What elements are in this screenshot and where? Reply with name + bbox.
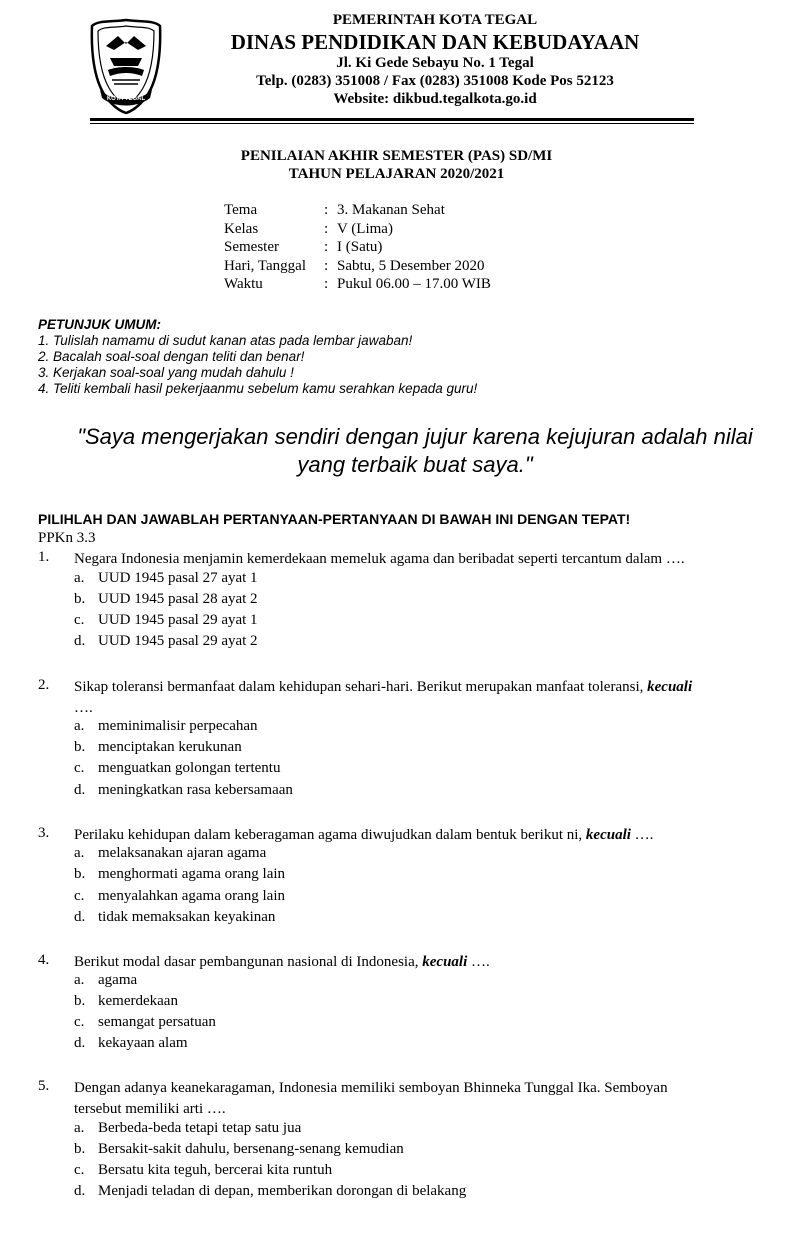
question-body: Berikut modal dasar pembangunan nasional di Indonesia, [74,954,419,970]
info-row-time [224,275,491,294]
option-text: kekayaan alam [98,1035,188,1051]
question-text [74,952,739,973]
info-row-semester [224,238,491,257]
option-text: UUD 1945 pasal 27 ayat 1 [98,570,258,586]
info-colon: : [324,257,329,274]
option-text: meningkatkan rasa kebersamaan [98,782,293,798]
option-letter: a. [74,1120,85,1136]
question-ellipsis: …. [634,827,654,843]
info-colon: : [324,202,329,218]
question-body: Dengan adanya keanekaragaman, Indonesia memiliki semboyan Bhinneka Tunggal Ika. Semboyan tersebut memiliki arti …. [74,1080,668,1117]
option-text: Berbeda-beda tetapi tetap satu jua [98,1120,302,1136]
instruction-item: 1. Tulislah namamu di sudut kanan atas pada lembar jawaban! [38,333,413,348]
option-letter: b. [74,1141,86,1157]
option-text: menguatkan golongan tertentu [98,760,281,776]
option-text: UUD 1945 pasal 29 ayat 1 [98,612,258,628]
option-text: Menjadi teladan di depan, memberikan dorongan di belakang [98,1183,467,1199]
quote-line: yang terbaik buat saya." [297,452,533,477]
option-text: agama [98,972,138,988]
option-letter: c. [74,1014,85,1030]
question-number: 2. [38,677,50,693]
quote-line: "Saya mengerjakan sendiri dengan jujur karena kejujuran adalah nilai [77,424,753,449]
option-text: UUD 1945 pasal 29 ayat 2 [98,633,258,649]
question-text [74,677,739,719]
info-value: Pukul 06.00 – 17.00 WIB [337,276,491,292]
general-instructions [38,316,477,397]
office-address: Jl. Ki Gede Sebayu No. 1 Tegal [336,55,534,71]
info-label: Kelas [224,220,259,237]
question-text [74,825,739,846]
question-number: 5. [38,1078,50,1094]
option-text: kemerdekaan [98,993,178,1009]
info-colon: : [324,220,329,237]
office-website: Website: dikbud.tegalkota.go.id [333,91,537,107]
info-label: Semester [224,239,279,255]
option-text: meminimalisir perpecahan [98,718,258,734]
exception-keyword: kecuali [585,827,631,843]
option-letter: c. [74,760,85,776]
instruction-item: 4. Teliti kembali hasil pekerjaanmu sebelum kamu serahkan kepada guru! [38,381,478,396]
honesty-quote [60,423,770,479]
option-text: Bersatu kita teguh, bercerai kita runtuh [98,1162,333,1178]
office-phone: Telp. (0283) 351008 / Fax (0283) 351008 Kode Pos 52123 [256,73,614,89]
option-letter: a. [74,718,85,734]
option-letter: a. [74,570,85,586]
option-text: menyalahkan agama orang lain [98,888,286,904]
option-letter: d. [74,1035,86,1051]
option-letter: c. [74,888,85,904]
option-letter: c. [74,1162,85,1178]
info-value: V (Lima) [337,220,393,237]
question-text [74,1078,714,1120]
info-colon: : [324,276,329,292]
option-letter: d. [74,909,86,925]
question-text [74,549,739,570]
info-label: Hari, Tanggal [224,257,306,274]
exam-title: PENILAIAN AKHIR SEMESTER (PAS) SD/MI [240,148,553,164]
instruction-item: 3. Kerjakan soal-soal yang mudah dahulu ! [38,365,294,380]
letterhead-divider-thin [90,123,694,124]
option-letter: c. [74,612,85,628]
instruction-item: 2. Bacalah soal-soal dengan teliti dan benar! [38,349,305,364]
option-letter: b. [74,739,86,755]
info-colon: : [324,239,329,255]
option-letter: b. [74,993,86,1009]
city-emblem-logo [88,16,164,116]
answer-instruction: PILIHLAH DAN JAWABLAH PERTANYAAN-PERTANYAAN DI BAWAH INI DENGAN TEPAT! [38,511,631,527]
option-letter: d. [74,1183,86,1199]
academic-year: TAHUN PELAJARAN 2020/2021 [288,166,505,182]
info-label: Tema [224,202,258,218]
info-label: Waktu [224,276,263,292]
info-value: I (Satu) [337,239,383,255]
exception-keyword: kecuali [422,954,468,970]
option-text: menciptakan kerukunan [98,739,242,755]
question-body: Negara Indonesia menjamin kemerdekaan memeluk agama dan beribadat seperti tercantum dalam …. [74,551,685,567]
question-number: 1. [38,549,50,565]
exam-info-table [224,201,491,294]
option-text: melaksanakan ajaran agama [98,845,267,861]
question-body: Perilaku kehidupan dalam keberagaman agama diwujudkan dalam bentuk berikut ni, [74,827,583,843]
option-letter: b. [74,866,86,882]
option-text: UUD 1945 pasal 28 ayat 2 [98,591,258,607]
question-ellipsis: …. [74,700,93,716]
question-body: Sikap toleransi bermanfaat dalam kehidupan sehari-hari. Berikut merupakan manfaat toleransi, [74,679,644,695]
info-value: Sabtu, 5 Desember 2020 [337,257,485,274]
option-letter: b. [74,591,86,607]
option-text: menghormati agama orang lain [98,866,286,882]
instructions-title: PETUNJUK UMUM: [38,317,161,332]
info-row-kelas [224,220,491,239]
option-letter: a. [74,845,85,861]
question-number: 3. [38,825,50,841]
question-number: 4. [38,952,50,968]
option-letter: d. [74,782,86,798]
info-row-tema [224,201,491,220]
logo-caption: KOTA TEGAL [106,96,146,102]
option-text: Bersakit-sakit dahulu, bersenang-senang kemudian [98,1141,404,1157]
exception-keyword: kecuali [647,679,693,695]
option-text: tidak memaksakan keyakinan [98,909,276,925]
option-text: semangat persatuan [98,1014,216,1030]
question-ellipsis: …. [471,954,490,970]
info-value: 3. Makanan Sehat [337,202,445,218]
option-letter: a. [74,972,85,988]
info-row-date [224,257,491,276]
department-name: DINAS PENDIDIKAN DAN KEBUDAYAAN [230,30,640,54]
subject-code: PPKn 3.3 [38,530,96,546]
letterhead-divider-thick [90,118,694,121]
government-name: PEMERINTAH KOTA TEGAL [332,12,538,28]
option-letter: d. [74,633,86,649]
